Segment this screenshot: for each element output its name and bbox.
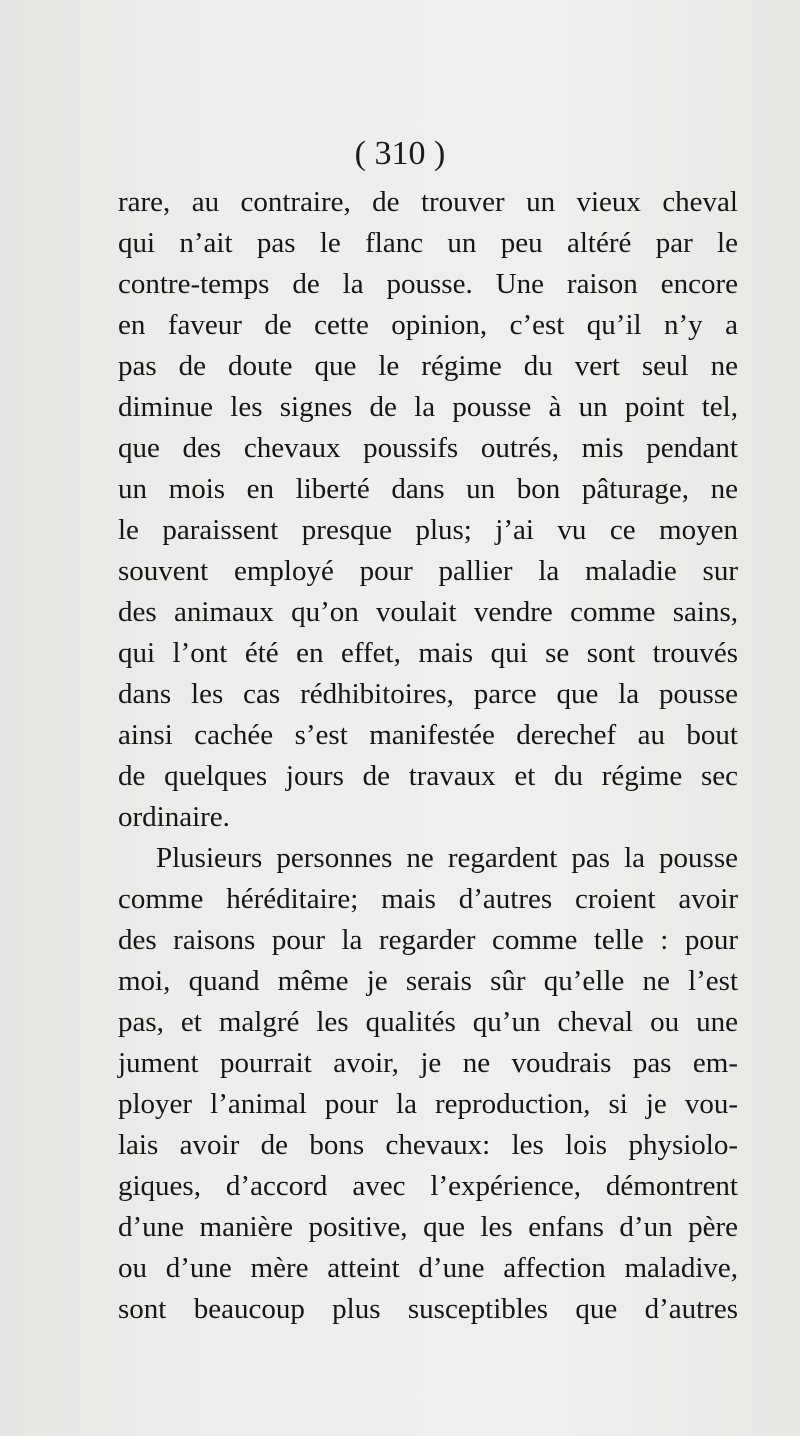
text-line: des raisons pour la regarder comme telle : pour — [118, 924, 738, 956]
text-line: rare, au contraire, de trouver un vieux cheval — [118, 186, 738, 218]
text-line: jument pourrait avoir, je ne voudrais pas em- — [118, 1047, 738, 1079]
text-line: qui n’ait pas le flanc un peu altéré par le — [118, 227, 738, 259]
text-line: des animaux qu’on voulait vendre comme sains, — [118, 596, 738, 628]
text-line: d’une manière positive, que les enfans d’un père — [118, 1211, 738, 1243]
text-line: lais avoir de bons chevaux: les lois physiolo- — [118, 1129, 738, 1161]
text-line: ordinaire. — [118, 801, 230, 833]
text-line: un mois en liberté dans un bon pâturage, ne — [118, 473, 738, 505]
text-line: ou d’une mère atteint d’une affection maladive, — [118, 1252, 738, 1284]
text-line: de quelques jours de travaux et du régime sec — [118, 760, 738, 792]
text-line: pas de doute que le régime du vert seul ne — [118, 350, 738, 382]
text-line: ployer l’animal pour la reproduction, si je vou- — [118, 1088, 738, 1120]
text-line: moi, quand même je serais sûr qu’elle ne l’est — [118, 965, 738, 997]
page-number: ( 310 ) — [354, 135, 446, 172]
text-line: pas, et malgré les qualités qu’un cheval ou une — [118, 1006, 738, 1038]
text-line: souvent employé pour pallier la maladie sur — [118, 555, 738, 587]
text-line: ainsi cachée s’est manifestée derechef au bout — [118, 719, 738, 751]
text-line: diminue les signes de la pousse à un point tel, — [118, 391, 738, 423]
text-line: en faveur de cette opinion, c’est qu’il n’y a — [118, 309, 738, 341]
text-line: que des chevaux poussifs outrés, mis pendant — [118, 432, 738, 464]
text-line: contre-temps de la pousse. Une raison encore — [118, 268, 738, 300]
text-line: le paraissent presque plus; j’ai vu ce moyen — [118, 514, 738, 546]
text-line: sont beaucoup plus susceptibles que d’autres — [118, 1293, 738, 1325]
text-line: comme héréditaire; mais d’autres croient avoir — [118, 883, 738, 915]
text-line: dans les cas rédhibitoires, parce que la pousse — [118, 678, 738, 710]
body-text — [118, 182, 738, 1330]
text-line: Plusieurs personnes ne regardent pas la pousse — [156, 842, 738, 874]
text-line: giques, d’accord avec l’expérience, démontrent — [118, 1170, 738, 1202]
text-line: qui l’ont été en effet, mais qui se sont trouvés — [118, 637, 738, 669]
